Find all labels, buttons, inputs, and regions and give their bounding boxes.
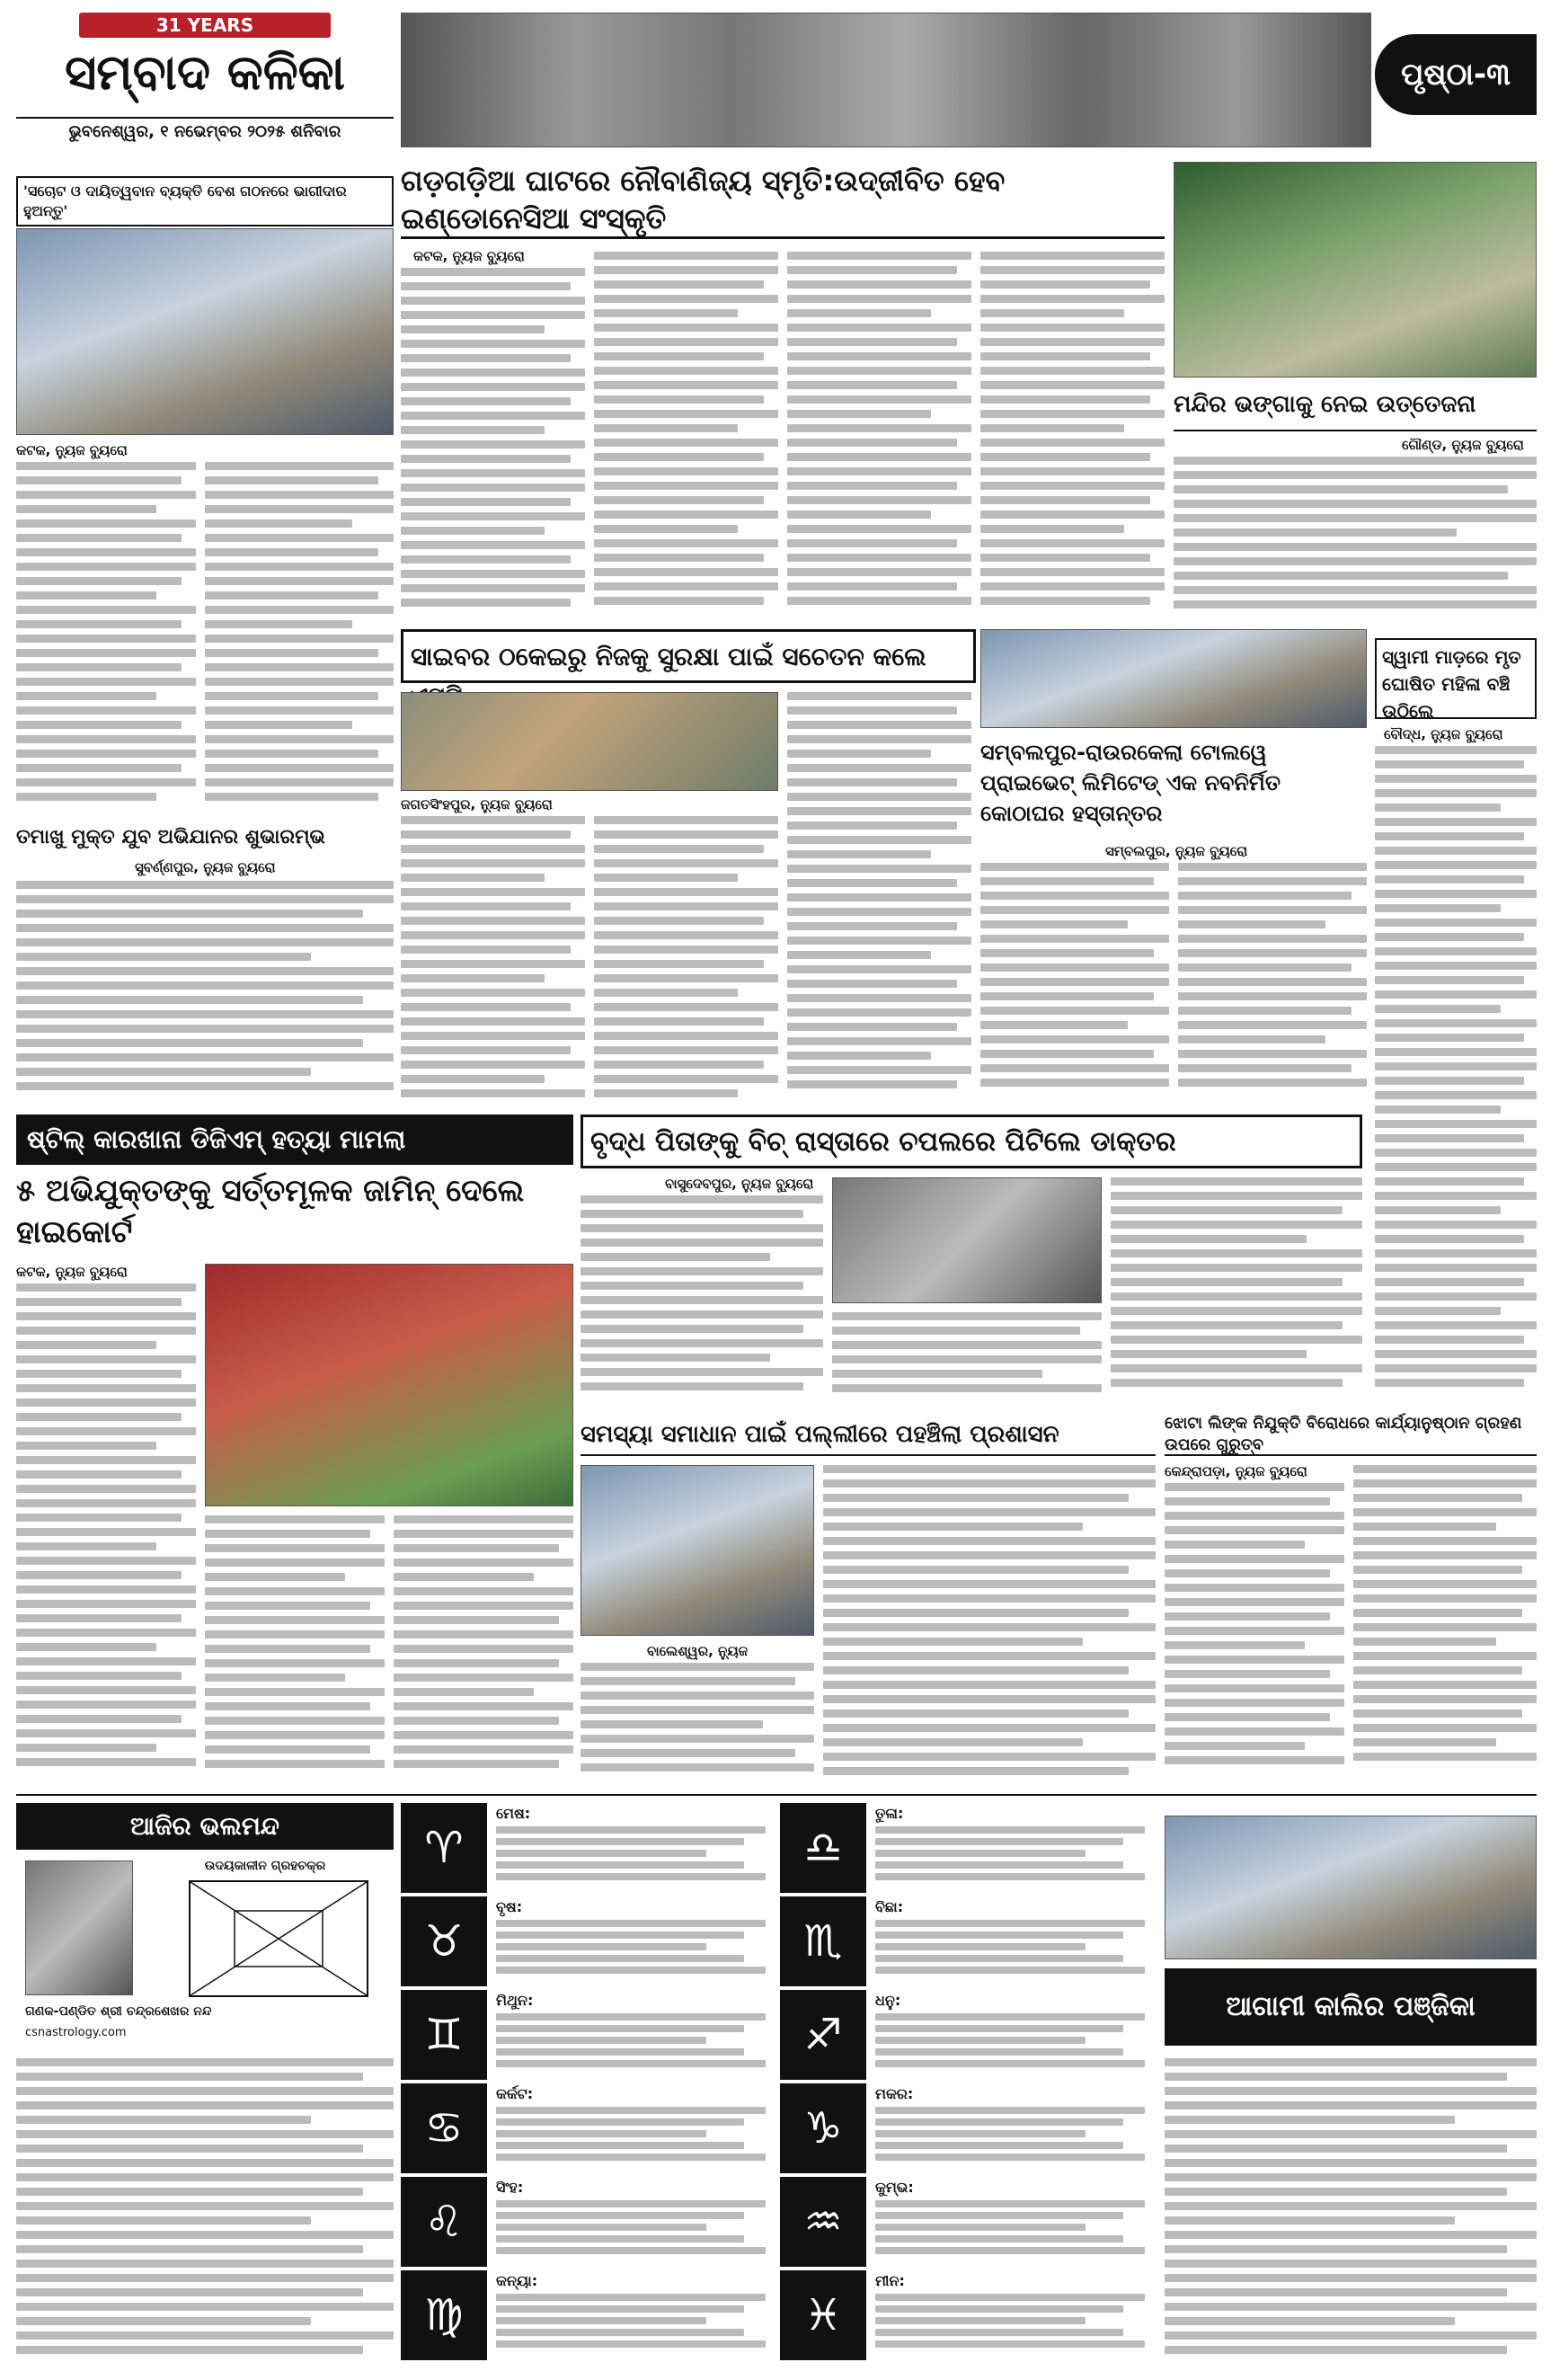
left-box-body-2	[205, 462, 394, 814]
left-box-headline: 'ସଚୋଟ ଓ ଦାୟିତ୍ୱବାନ ବ୍ୟକ୍ତି ବେଶ ଗଠନରେ ଭାଗୀଦାର ହୁଅନ୍ତୁ'	[16, 176, 394, 226]
zodiac-row	[401, 2270, 773, 2360]
sign-name: କର୍କଟ:	[496, 2085, 534, 2102]
pisces-icon: ♓	[780, 2270, 866, 2360]
sign-text	[496, 2013, 766, 2076]
village-headline: ସମସ୍ୟା ସମାଧାନ ପାଇଁ ପଲ୍ଲୀରେ ପହଞ୍ଚିଲା ପ୍ରଶାସନ	[581, 1413, 1156, 1456]
steel-dateline: କଟକ, ନ୍ୟୁଜ ବ୍ୟୁରୋ	[16, 1264, 128, 1280]
panjika-body	[1165, 2058, 1537, 2367]
sign-text	[496, 2107, 766, 2170]
years-badge: 31 YEARS	[79, 13, 331, 38]
panjika-photo	[1165, 1816, 1537, 1959]
sign-name: ବିଛା:	[875, 1898, 904, 1915]
horoscope-chart	[189, 1880, 368, 1997]
chart-title: ଉଦୟକାଳୀନ ଗ୍ରହଚକ୍ର	[204, 1859, 326, 1873]
sign-name: କୁମ୍ଭ:	[875, 2179, 914, 2196]
sign-name: ମିଥୁନ:	[496, 1992, 534, 2009]
steel-headline: ୫ ଅଭିଯୁକ୍ତଙ୍କୁ ସର୍ତ୍ତମୂଳକ ଜାମିନ୍ ଦେଲେ ହାଇକୋର୍ଟ	[16, 1173, 525, 1250]
zodiac-row	[780, 1803, 1152, 1893]
sign-text	[875, 2107, 1145, 2170]
zodiac-row	[780, 1990, 1152, 2080]
zodiac-row	[401, 1896, 773, 1986]
steel-body-1	[16, 1283, 196, 1787]
lead-body-2	[594, 252, 778, 620]
sign-name: ମୀନ:	[875, 2272, 905, 2289]
temple-body	[1174, 457, 1537, 620]
jute-dateline: କେନ୍ଦ୍ରାପଡ଼ା, ନ୍ୟୁଜ ବ୍ୟୁରୋ	[1165, 1463, 1307, 1479]
lead-headline: ଗଡ଼ଗଡ଼ିଆ ଘାଟରେ ନୌବାଣିଜ୍ୟ ସ୍ମୃତି:ଉଦ୍‌ଜୀବିତ ହେବ ଇଣ୍ଡୋନେସିଆ ସଂସ୍କୃତି	[401, 162, 1165, 239]
jute-headline: ଝୋଟା ଲିଙ୍କ ନିଯୁକ୍ତି ବିରୋଧରେ କାର୍ଯ୍ୟାନୁଷ୍ଠାନ ଗ୍ରହଣ ଉପରେ ଗୁରୁତ୍ବ	[1165, 1413, 1537, 1456]
masthead	[16, 13, 394, 147]
zodiac-row	[401, 2177, 773, 2267]
tobacco-dateline: ସୁବର୍ଣ୍ଣପୁର, ନ୍ୟୁଜ ବ୍ୟୁରୋ	[135, 859, 276, 875]
zodiac-row	[780, 2270, 1152, 2360]
doctor-body-2	[832, 1312, 1102, 1402]
cyber-body-2	[594, 816, 778, 1104]
gemini-icon: ♊	[401, 1990, 487, 2080]
sign-text	[496, 1826, 766, 1889]
astrologer-photo	[25, 1860, 133, 1995]
aquarius-icon: ♒	[780, 2177, 866, 2267]
sign-name: ମକର:	[875, 2085, 914, 2102]
left-box-photo	[16, 228, 394, 435]
sagittarius-icon: ♐	[780, 1990, 866, 2080]
village-dateline: ବାଲେଶ୍ୱର, ନ୍ୟୁଜ	[647, 1643, 749, 1659]
cyber-headline: ସାଇବର ଠକେଇରୁ ନିଜକୁ ସୁରକ୍ଷା ପାଇଁ ସଚେତନ କଲେ	[401, 629, 976, 683]
masthead-title: ସମ୍ବାଦ କଳିକା	[65, 43, 345, 101]
cyber-body-1	[401, 816, 585, 1104]
woman-headline: ସ୍ୱାମୀ ମାଡ଼ରେ ମୃତ ଘୋଷିତ ମହିଳା ବଞ୍ଚି ଉଠିଲେ	[1375, 638, 1537, 719]
left-box-dateline: କଟକ, ନ୍ୟୁଜ ବ୍ୟୁରୋ	[16, 442, 128, 458]
temple-photo	[1174, 162, 1537, 377]
virgo-icon: ♍	[401, 2270, 487, 2360]
panchang-body	[16, 2058, 394, 2367]
zodiac-left-column	[401, 1803, 773, 2371]
cyber-photo	[401, 692, 778, 791]
leo-icon: ♌	[401, 2177, 487, 2267]
libra-icon: ♎	[780, 1803, 866, 1893]
kundali-diagram	[191, 1882, 367, 1995]
sign-text	[875, 2200, 1145, 2263]
horoscope-header: ଆଜିର ଭଲମନ୍ଦ	[16, 1803, 394, 1850]
sign-text	[875, 1920, 1145, 1983]
sign-text	[875, 2294, 1145, 2357]
village-photo	[581, 1465, 814, 1636]
sign-text	[875, 2013, 1145, 2076]
zodiac-right-column	[780, 1803, 1152, 2371]
zodiac-row	[401, 1803, 773, 1893]
capricorn-icon: ♑	[780, 2083, 866, 2173]
cancer-icon: ♋	[401, 2083, 487, 2173]
sign-text	[496, 1920, 766, 1983]
lead-body-4	[980, 252, 1165, 620]
sign-text	[496, 2294, 766, 2357]
steel-body-3	[394, 1515, 573, 1787]
lead-body-3	[787, 252, 971, 620]
page-label: ପୃଷ୍ଠା-୩	[1375, 34, 1537, 115]
tollway-photo	[980, 629, 1367, 728]
jute-body-2	[1353, 1465, 1537, 1787]
sign-name: ବୃଷ:	[496, 1898, 523, 1915]
steel-kicker: ଷ୍ଟିଲ୍ କାରଖାନା ଡିଜିଏମ୍ ହତ୍ୟା ମାମଲା	[16, 1115, 573, 1165]
left-box-body	[16, 462, 196, 814]
woman-dateline: ବୌଦ୍ଧ, ନ୍ୟୁଜ ବ୍ୟୁରୋ	[1384, 726, 1503, 742]
astrologer-name: ଗଣକ-ପଣ୍ଡିତ ଶ୍ରୀ ଚନ୍ଦ୍ରଶେଖର ନନ୍ଦ	[25, 2004, 212, 2019]
steel-body-2	[205, 1515, 385, 1787]
village-body-1	[581, 1663, 814, 1787]
masthead-dateline: ଭୁବନେଶ୍ୱର, ୧ ନଭେମ୍ବର ୨୦୨୫ ଶନିବାର	[16, 117, 394, 149]
doctor-photo	[832, 1177, 1102, 1303]
doctor-headline: ବୃଦ୍ଧ ପିତାଙ୍କୁ ବିଚ୍ ରାସ୍ତାରେ ଚପଲରେ ପିଟିଲେ ଡାକ୍ତର	[581, 1115, 1362, 1168]
tollway-dateline: ସମ୍ବଲପୁର, ନ୍ୟୁଜ ବ୍ୟୁରୋ	[1105, 843, 1248, 859]
tobacco-body	[16, 881, 394, 1100]
jute-body-1	[1165, 1483, 1344, 1787]
sign-name: ମେଷ:	[496, 1805, 531, 1822]
lead-dateline: କଟକ, ନ୍ୟୁଜ ବ୍ୟୁରୋ	[413, 248, 525, 264]
banner-strip	[401, 13, 1371, 147]
doctor-body-3	[1111, 1177, 1362, 1402]
sign-name: କନ୍ୟା:	[496, 2272, 538, 2289]
sign-name: ସିଂହ:	[496, 2179, 524, 2196]
village-body-2	[823, 1465, 1156, 1787]
tollway-body-1	[980, 863, 1169, 1104]
steel-photo	[205, 1264, 573, 1506]
temple-dateline: ଗୌଣ୍ଡ, ନ୍ୟୁଜ ବ୍ୟୁରୋ	[1402, 437, 1524, 453]
scorpio-icon: ♏	[780, 1896, 866, 1986]
lead-body-1	[401, 268, 585, 620]
sign-name: ଧନୁ:	[875, 1992, 901, 2009]
zodiac-row	[780, 2083, 1152, 2173]
zodiac-row	[780, 1896, 1152, 1986]
taurus-icon: ♉	[401, 1896, 487, 1986]
woman-body	[1375, 746, 1537, 1402]
cyber-body-3	[787, 692, 971, 1104]
section-divider	[16, 1794, 1537, 1796]
panjika-header: ଆଗାମୀ କାଲିର ପଞ୍ଜିକା	[1165, 1968, 1537, 2046]
sign-name: ତୁଳା:	[875, 1805, 904, 1822]
astrology-website: csnastrology.com	[25, 2026, 127, 2039]
temple-headline: ମନ୍ଦିର ଭଙ୍ଗାକୁ ନେଇ ଉତ୍ତେଜନା	[1174, 377, 1537, 431]
doctor-dateline: ବାସୁଦେବପୁର, ନ୍ୟୁଜ ବ୍ୟୁରୋ	[665, 1176, 814, 1192]
zodiac-row	[780, 2177, 1152, 2267]
cyber-dateline: ଜଗତସିଂହପୁର, ନ୍ୟୁଜ ବ୍ୟୁରୋ	[401, 796, 553, 813]
zodiac-row	[401, 1990, 773, 2080]
tollway-headline: ସମ୍ବଲପୁର-ରାଉରକେଲା ଟୋଲୱେ ପ୍ରାଇଭେଟ୍ ଲିମିଟେଡ୍ ଏକ ନବନିର୍ମିତ କୋଠାଘର ହସ୍ତାନ୍ତର	[980, 740, 1281, 826]
zodiac-row	[401, 2083, 773, 2173]
aries-icon: ♈	[401, 1803, 487, 1893]
tollway-body-2	[1178, 863, 1367, 1104]
tobacco-headline: ତମାଖୁ ମୁକ୍ତ ଯୁବ ଅଭିଯାନର ଶୁଭାରମ୍ଭ	[16, 826, 325, 848]
doctor-body-1	[581, 1195, 823, 1402]
sign-text	[875, 1826, 1145, 1889]
sign-text	[496, 2200, 766, 2263]
